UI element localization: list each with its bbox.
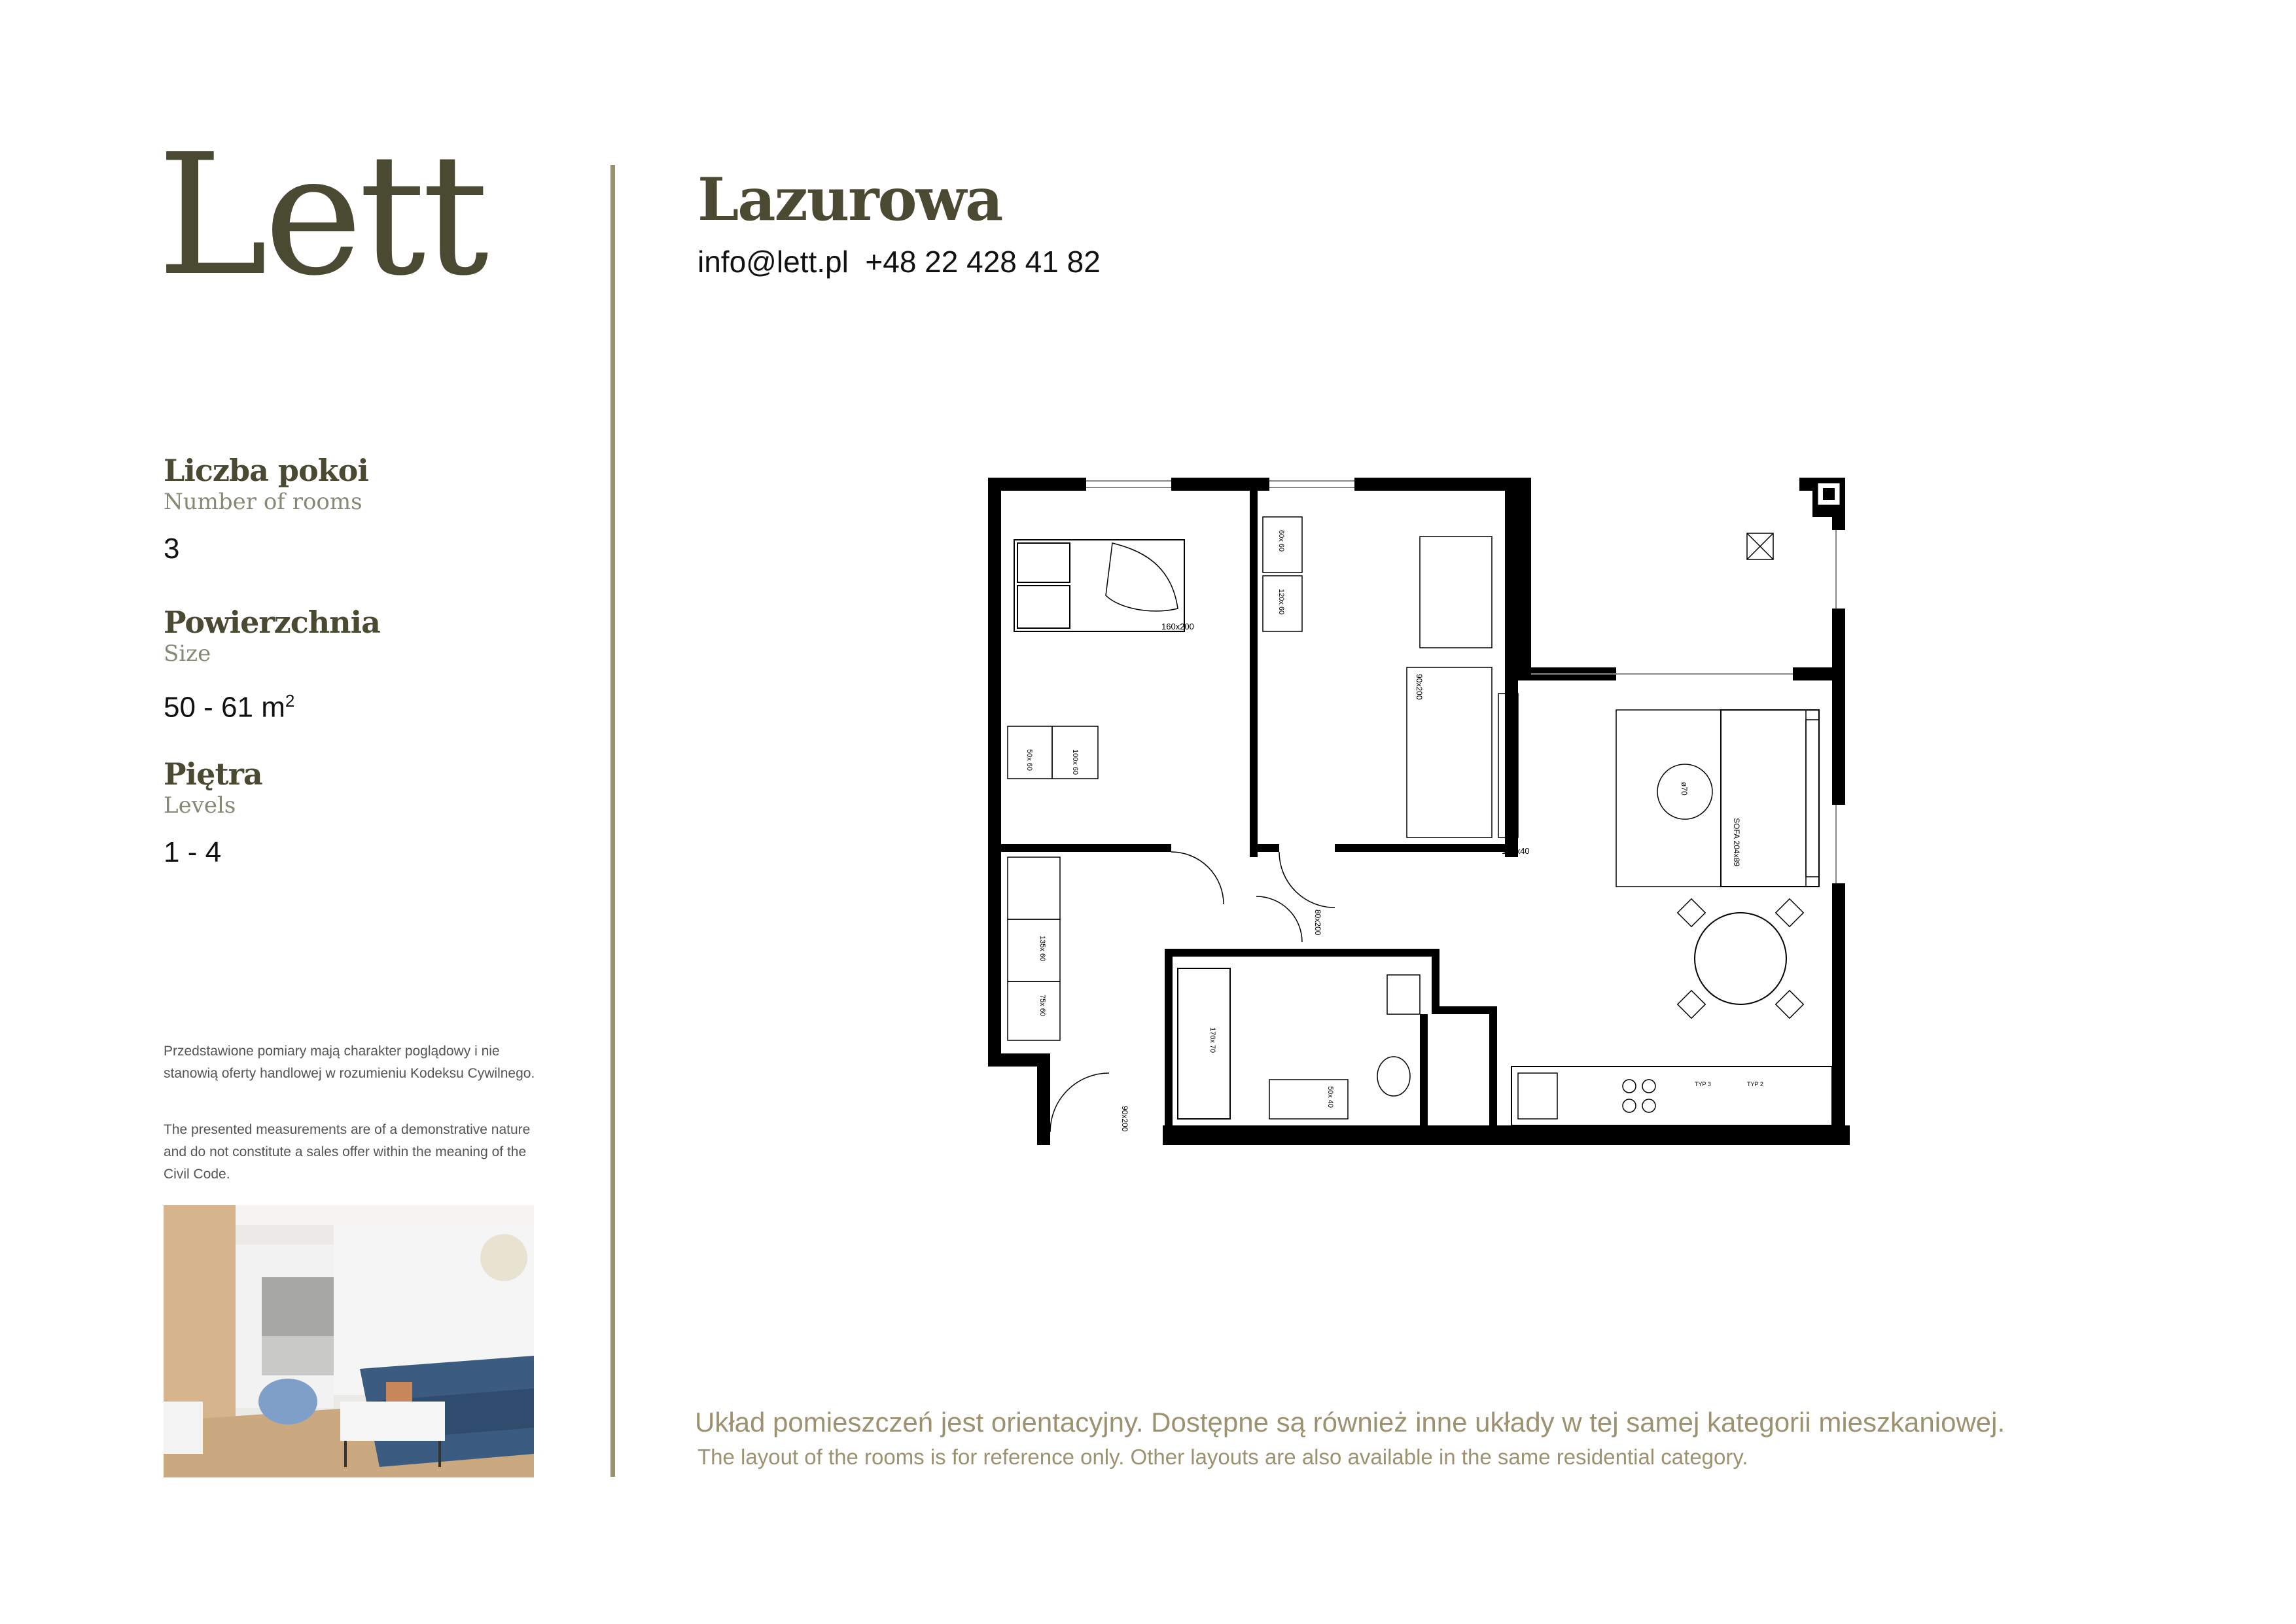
spec-size-number: 50 - 61 m	[164, 691, 285, 724]
windows	[1086, 481, 1836, 883]
plan-label-storage2: 120x 60	[1277, 589, 1285, 615]
spec-rooms	[164, 453, 556, 565]
doors	[1050, 852, 1335, 1132]
plan-label-hall2: 75x 60	[1038, 995, 1046, 1017]
interior-photo	[164, 1205, 534, 1477]
plan-label-wardrobe1: 50x 60	[1025, 749, 1033, 771]
spec-size-label-en: Size	[164, 641, 211, 667]
plan-label-kitchen1: TYP 3	[1695, 1081, 1711, 1087]
floor-plan-drawing	[988, 478, 1852, 1158]
contact-email[interactable]: info@lett.pl	[698, 245, 849, 279]
plan-label-desk: 160x40	[1502, 846, 1530, 856]
rug	[1616, 710, 1806, 887]
plan-label-wardrobe2: 100x 60	[1071, 749, 1079, 775]
divider-line	[610, 165, 615, 1477]
spec-size-label-pl: Powierzchnia	[164, 605, 380, 640]
spec-levels-label-pl: Piętra	[164, 756, 262, 792]
plan-label-door-bath: 80x200	[1313, 909, 1322, 936]
plan-label-sofa: SOFA 204x89	[1732, 818, 1741, 867]
spec-levels-value: 1 - 4	[164, 836, 222, 868]
spec-size-value	[164, 684, 556, 724]
kitchen-counter	[1511, 1067, 1832, 1125]
spec-rooms-label-en: Number of rooms	[164, 489, 362, 515]
plan-label-desk-bed: 90x200	[1415, 674, 1424, 700]
spec-rooms-value: 3	[164, 533, 180, 565]
contact-phone[interactable]: +48 22 428 41 82	[865, 245, 1101, 279]
page-title: Lazurowa	[698, 165, 1002, 234]
plan-label-sink: 50x 40	[1326, 1086, 1334, 1108]
footer-note-en: The layout of the rooms is for reference only. Other layouts are also available in the same residential category.	[698, 1445, 1748, 1469]
spec-size	[164, 605, 556, 724]
bathtub	[1178, 968, 1230, 1119]
spec-rooms-label-pl: Liczba pokoi	[164, 453, 368, 488]
floor-plan	[988, 478, 1852, 1158]
plan-label-storage1: 60x 60	[1277, 530, 1285, 552]
plan-label-kitchen2: TYP 2	[1747, 1081, 1763, 1087]
spec-levels	[164, 756, 556, 869]
spec-levels-label-en: Levels	[164, 792, 236, 819]
dining-table	[1695, 913, 1786, 1004]
plan-label-door-entry: 90x200	[1120, 1106, 1129, 1132]
plan-label-bed: 160x200	[1161, 622, 1194, 631]
brand-logo: Lett	[157, 118, 486, 313]
plan-label-hall1: 135x 60	[1038, 936, 1046, 962]
interior-illustration	[164, 1205, 534, 1477]
plan-label-table: ø70	[1680, 782, 1689, 796]
plan-label-bathtub: 170x 70	[1209, 1027, 1216, 1053]
disclaimer-pl: Przedstawione pomiary mają charakter poglądowy i nie stanowią oferty handlowej w rozumieniu Kodeksu Cywilnego.	[164, 1044, 535, 1081]
disclaimer-en: The presented measurements are of a demonstrative nature and do not constitute a sales offer within the meaning of the Civil Code.	[164, 1122, 531, 1182]
contact-line	[698, 243, 1101, 280]
footer-note-pl: Układ pomieszczeń jest orientacyjny. Dostępne są również inne układy w tej samej kategorii mieszkaniowej.	[695, 1407, 2005, 1438]
spec-size-unit-sup: 2	[285, 691, 295, 711]
